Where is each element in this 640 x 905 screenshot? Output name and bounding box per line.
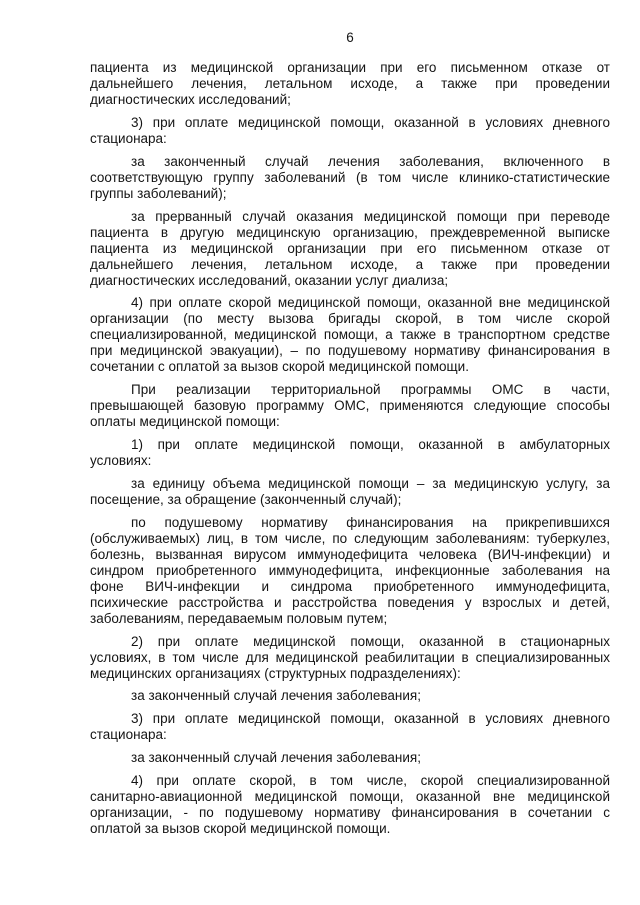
text-line: оплаты медицинской помощи: <box>90 414 280 430</box>
text-line: организации, - по подушевому нормативу финансирования в сочетании с <box>90 804 610 820</box>
paragraph <box>90 711 610 743</box>
text-line: за законченный случай лечения заболевания; <box>131 688 421 704</box>
text-line: фоне ВИЧ-инфекции и синдрома приобретенного иммунодефицита, <box>90 578 610 594</box>
text-line: медицинских организациях (структурных подразделениях): <box>90 665 461 681</box>
text-line: оплатой за вызов скорой медицинской помощи. <box>90 820 391 836</box>
text-line: за единицу объема медицинской помощи – за медицинскую услугу, за <box>131 475 610 491</box>
document-body <box>90 60 610 837</box>
text-line: условиях: <box>90 453 152 469</box>
text-line: При реализации территориальной программы ОМС в части, <box>131 382 610 398</box>
text-line: условиях, в том числе для медицинской реабилитации в специализированных <box>90 649 610 665</box>
text-line: пациента из медицинской организации при его письменном отказе от <box>90 60 610 75</box>
text-line: 1) при оплате медицинской помощи, оказанной в амбулаторных <box>131 437 610 453</box>
paragraph <box>90 750 610 766</box>
paragraph <box>90 154 610 202</box>
paragraph <box>90 476 610 508</box>
text-line: психические расстройства и расстройства поведения у взрослых и детей, <box>90 594 610 610</box>
paragraph <box>90 115 610 147</box>
text-line: за прерванный случай оказания медицинской помощи при переводе <box>131 208 610 224</box>
text-line: стационара: <box>90 130 167 146</box>
paragraph <box>90 209 610 289</box>
text-line: при медицинской эвакуации), – по подушевому нормативу финансирования в <box>90 343 610 359</box>
paragraph <box>90 773 610 837</box>
text-line: (обслуживаемых) лиц, в том числе, по следующим заболеваниям: туберкулез, <box>90 530 610 546</box>
paragraph <box>90 634 610 682</box>
paragraph <box>90 382 610 430</box>
paragraph <box>90 295 610 375</box>
text-line: пациента в другую медицинскую организацию, преждевременной выписке <box>90 224 610 240</box>
text-line: за законченный случай лечения заболевания; <box>131 750 421 766</box>
text-line: посещение, за обращение (законченный случай); <box>90 491 402 507</box>
text-line: заболеваниям, передаваемым половым путем; <box>90 610 388 626</box>
text-line: синдром приобретенного иммунодефицита, инфекционные заболевания на <box>90 562 610 578</box>
text-line: стационара: <box>90 727 167 743</box>
text-line: диагностических исследований, оказании услуг диализа; <box>90 272 449 288</box>
text-line: по подушевому нормативу финансирования на прикрепившихся <box>131 514 610 530</box>
text-line: сочетании с оплатой за вызов скорой медицинской помощи. <box>90 359 469 375</box>
text-line: 3) при оплате медицинской помощи, оказанной в условиях дневного <box>131 114 610 130</box>
text-line: 2) при оплате медицинской помощи, оказанной в стационарных <box>131 633 610 649</box>
text-line: диагностических исследований; <box>90 92 291 107</box>
text-line: 4) при оплате скорой медицинской помощи, оказанной вне медицинской <box>131 295 610 311</box>
text-line: пациента из медицинской организации при его письменном отказе от <box>90 240 610 256</box>
text-line: 3) при оплате медицинской помощи, оказанной в условиях дневного <box>131 711 610 727</box>
text-line: дальнейшего лечения, летальном исходе, а также при проведении <box>90 256 610 272</box>
text-line: за законченный случай лечения заболевания, включенного в <box>131 153 610 169</box>
text-line: болезнь, вызванная вирусом иммунодефицита человека (ВИЧ-инфекции) и <box>90 546 610 562</box>
paragraph <box>90 437 610 469</box>
paragraph <box>90 688 610 704</box>
text-line: санитарно-авиационной медицинской помощи, оказанной вне медицинской <box>90 788 610 804</box>
text-line: превышающей базовую программу ОМС, применяются следующие способы <box>90 398 610 414</box>
text-line: соответствующую группу заболеваний (в том числе клинико-статистические <box>90 169 610 185</box>
paragraph <box>90 60 610 108</box>
text-line: 4) при оплате скорой, в том числе, скорой специализированной <box>131 772 610 788</box>
text-line: дальнейшего лечения, летальном исходе, а также при проведении <box>90 76 610 91</box>
text-line: специализированной, медицинской помощи, а также в транспортном средстве <box>90 327 610 343</box>
text-line: организации (по месту вызова бригады скорой, в том числе скорой <box>90 311 610 327</box>
text-line: группы заболеваний); <box>90 185 227 201</box>
page-number: 6 <box>346 30 354 45</box>
paragraph <box>90 515 610 627</box>
